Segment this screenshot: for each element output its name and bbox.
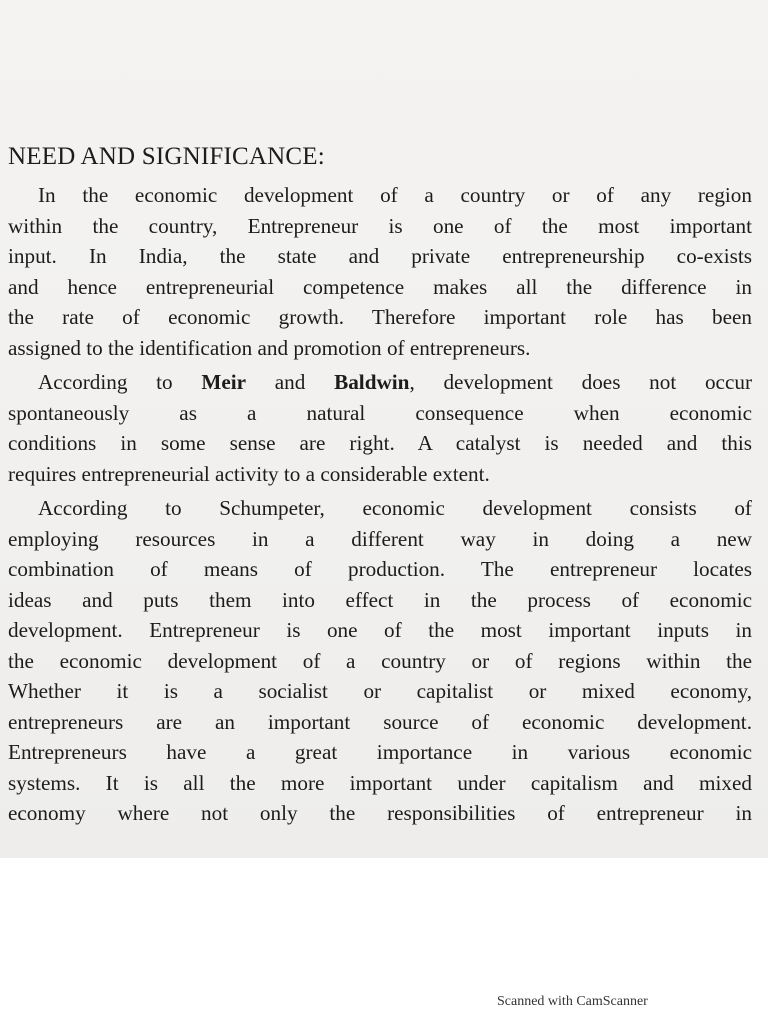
text-line: ideas and puts them into effect in the process of economic [8, 587, 752, 612]
document-body [8, 140, 752, 833]
text-run: , development does not occur [409, 370, 752, 394]
text-line: the rate of economic growth. Therefore important role has been [8, 305, 752, 329]
text-line: employing resources in a different way in doing a new [8, 526, 752, 551]
text-run: According to [38, 370, 202, 394]
text-line: within the country, Entrepreneur is one of the most important [8, 213, 752, 238]
text-run: and [246, 370, 335, 394]
paragraph-3 [8, 493, 752, 829]
text-line: entrepreneurs are an important source of economic development. [8, 709, 752, 734]
paragraph-2 [8, 367, 752, 489]
text-line: systems. It is all the more important under capitalism and mixed [8, 770, 752, 795]
text-line [8, 367, 752, 398]
text-line: development. Entrepreneur is one of the most important inputs in [8, 618, 752, 642]
text-line: Entrepreneurs have a great importance in various economic [8, 740, 752, 764]
text-line: economy where not only the responsibilities of entrepreneur in [8, 801, 752, 825]
text-line: Whether it is a socialist or capitalist or mixed economy, [8, 679, 752, 703]
paragraph-1 [8, 180, 752, 363]
text-line: According to Schumpeter, economic development consists of [38, 496, 752, 520]
text-line: requires entrepreneurial activity to a considerable extent. [8, 461, 490, 486]
text-line: and hence entrepreneurial competence makes all the difference in [8, 274, 752, 299]
text-line: input. In India, the state and private entrepreneurship co-exists [8, 244, 752, 268]
text-line: In the economic development of a country or of any region [38, 183, 752, 207]
author-name-baldwin: Baldwin [334, 370, 410, 394]
text-line: spontaneously as a natural consequence when economic [8, 400, 752, 425]
author-name-meir: Meir [201, 370, 247, 394]
scanner-watermark: Scanned with CamScanner [497, 994, 648, 1009]
text-line: combination of means of production. The entrepreneur locates [8, 557, 752, 581]
text-line: the economic development of a country or of regions within the [8, 648, 752, 673]
text-line: conditions in some sense are right. A catalyst is needed and this [8, 431, 752, 455]
section-heading: NEED AND SIGNIFICANCE: [8, 143, 325, 170]
text-line: assigned to the identification and promotion of entrepreneurs. [8, 335, 531, 360]
